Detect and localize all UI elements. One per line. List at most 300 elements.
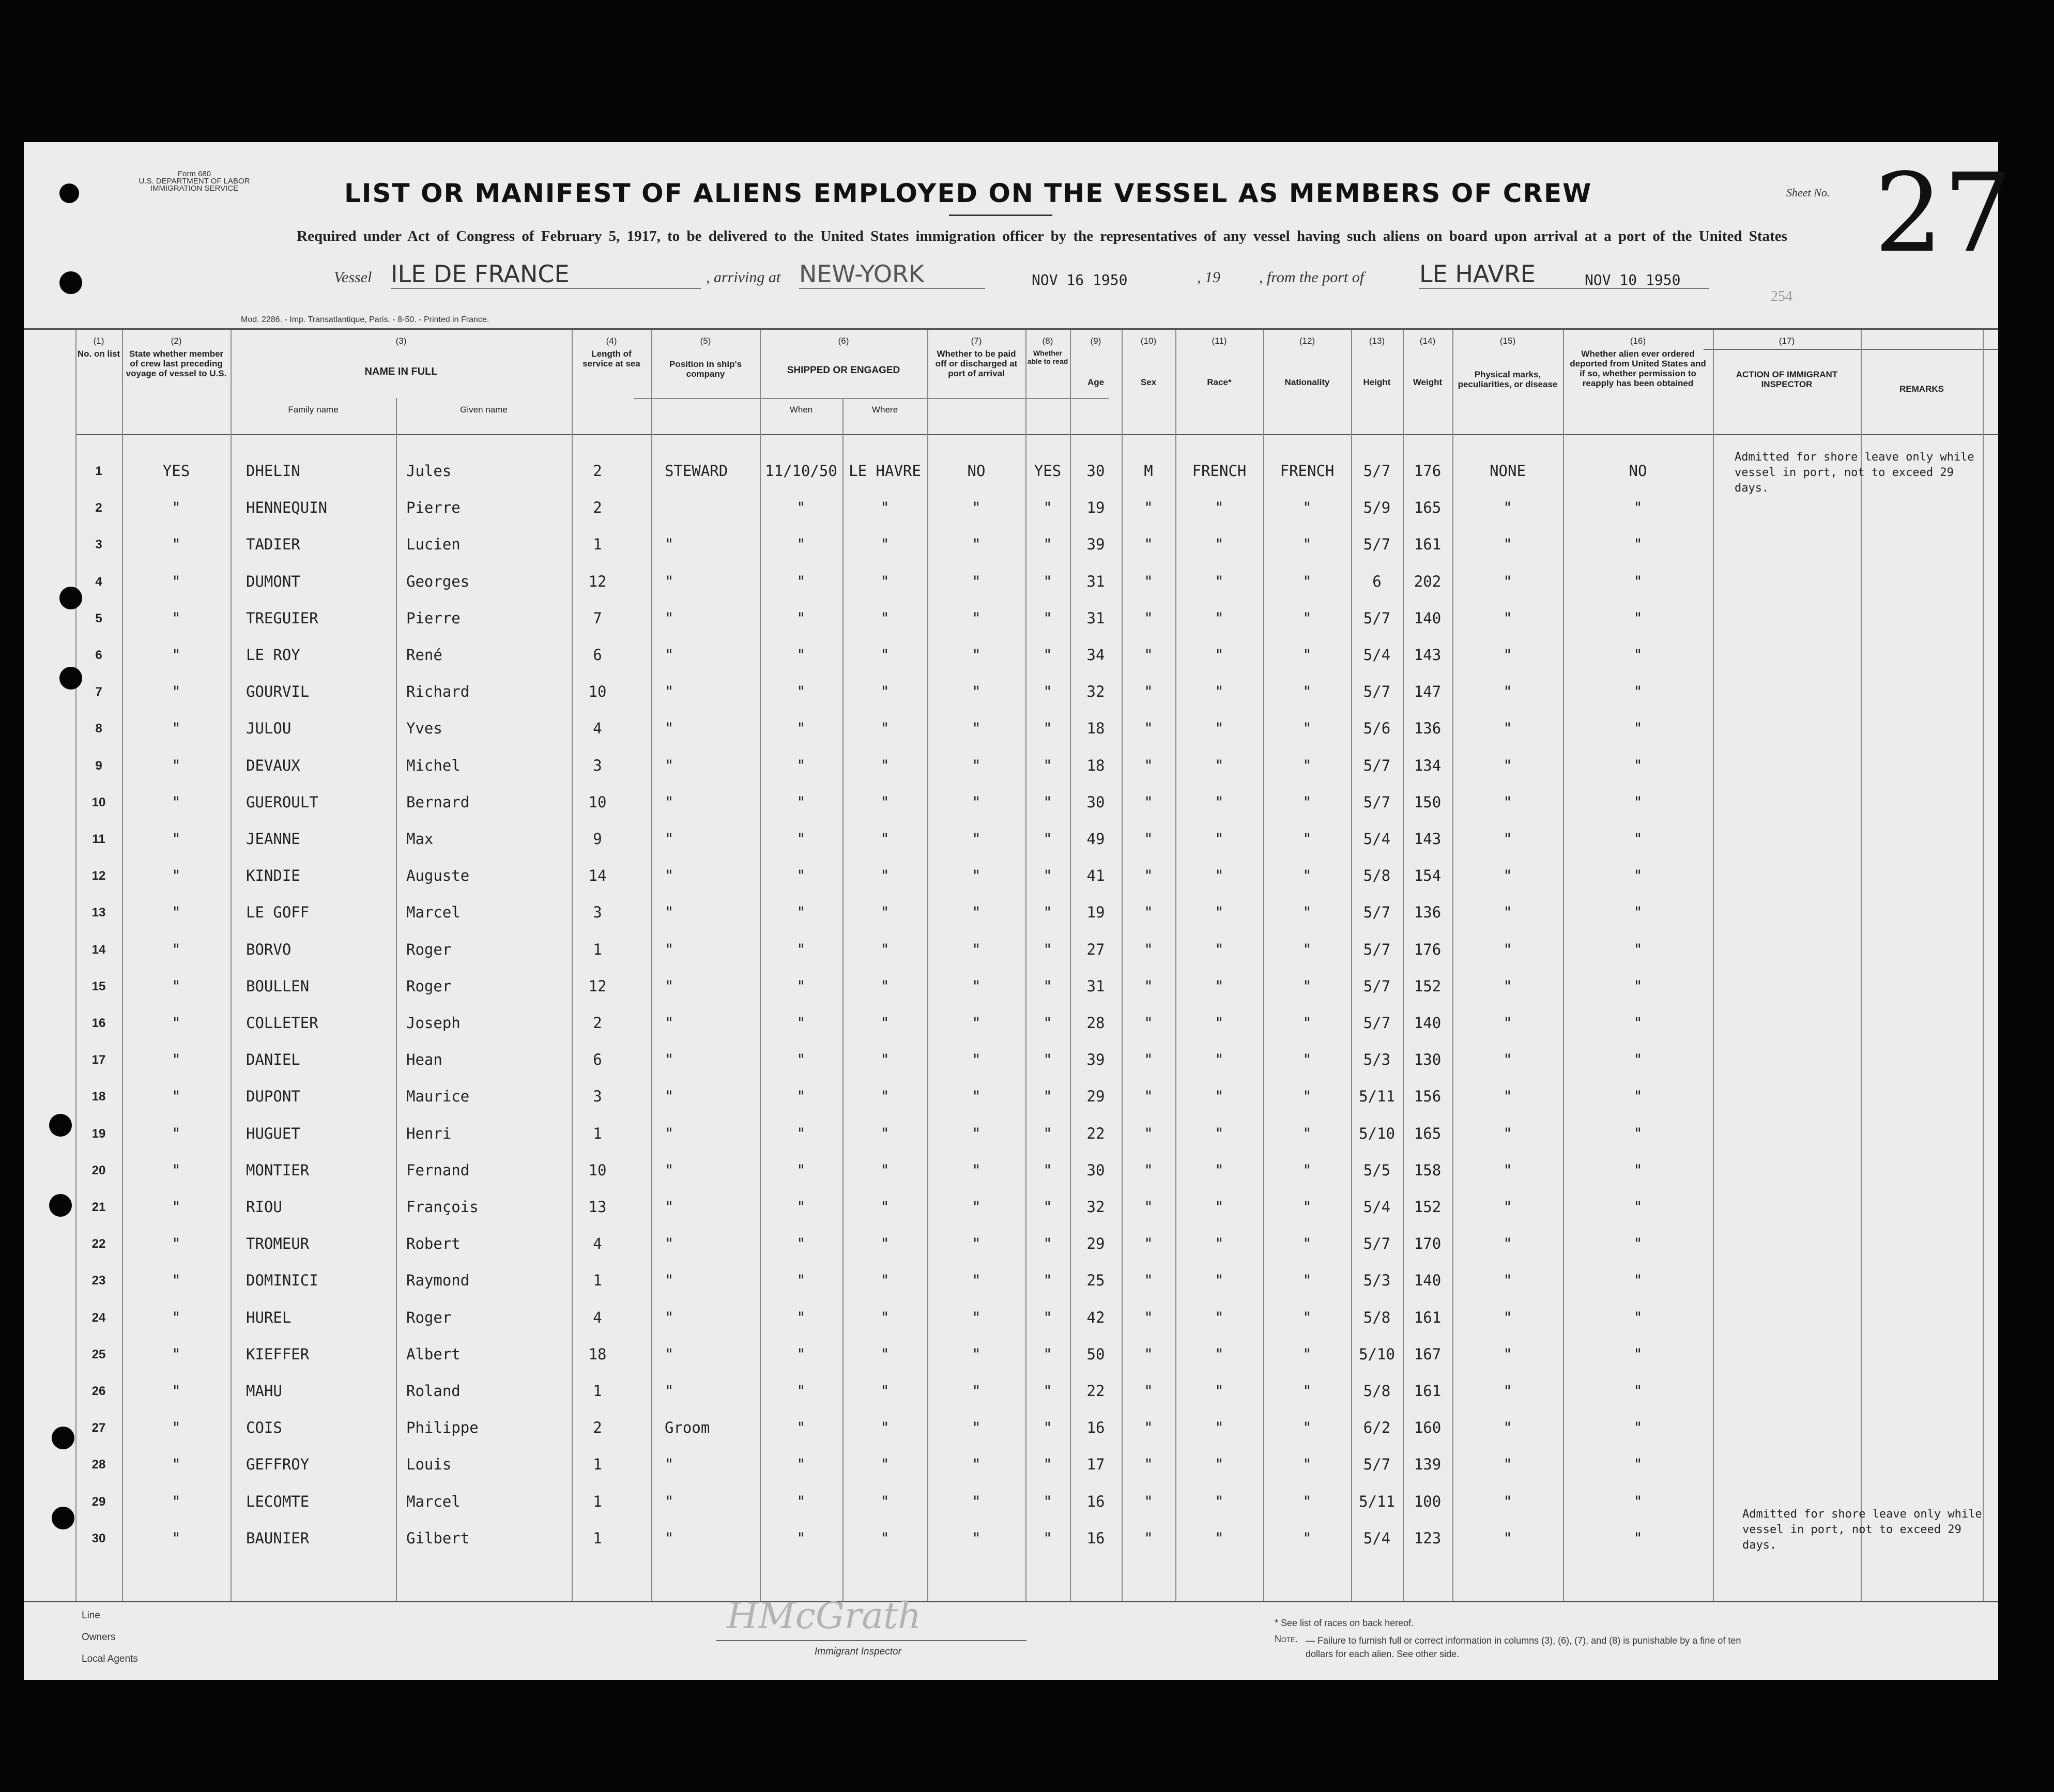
cell-service: 9 [593, 830, 602, 848]
cell-prev: " [172, 1308, 181, 1326]
cell-where: " [880, 1161, 890, 1179]
cell-height: 5/7 [1363, 462, 1391, 480]
year-label: , 19 [1197, 269, 1220, 286]
row-number: 4 [95, 574, 102, 589]
cell-when: " [796, 499, 806, 517]
cell-age: 50 [1086, 1345, 1105, 1363]
cell-weight: 136 [1414, 903, 1442, 922]
cell-where: " [880, 1235, 890, 1253]
col-9-heading: Age [1087, 377, 1105, 387]
cell-race: FRENCH [1192, 462, 1247, 480]
cell-read: " [1043, 756, 1052, 774]
cell-position: Groom [665, 1419, 710, 1437]
cell-deported: " [1633, 830, 1643, 848]
cell-service: 14 [588, 867, 607, 885]
cell-weight: 139 [1414, 1456, 1442, 1474]
cell-given: Marcel [406, 903, 461, 922]
cell-family: DANIEL [246, 1051, 300, 1069]
cell-age: 49 [1086, 830, 1105, 848]
cell-sex: " [1144, 609, 1153, 627]
action-note-bottom: Admitted for shore leave only while vessel in port, not to exceed 29 days. [1742, 1508, 1982, 1552]
cell-family: LE ROY [246, 646, 300, 664]
row-number: 26 [91, 1384, 106, 1398]
cell-deported: " [1633, 1492, 1643, 1510]
arrival-date-stamp: NOV 16 1950 [1032, 271, 1128, 288]
cell-nat: " [1302, 1124, 1312, 1142]
cell-read: " [1043, 1014, 1052, 1032]
cell-age: 19 [1086, 499, 1105, 517]
cell-read: " [1043, 572, 1052, 590]
cell-family: LECOMTE [246, 1492, 310, 1510]
cell-given: René [406, 646, 442, 664]
col-16-num: (16) [1630, 336, 1646, 346]
cell-height: 5/8 [1363, 1308, 1391, 1326]
cell-race: " [1215, 1198, 1224, 1216]
cell-weight: 156 [1414, 1088, 1442, 1106]
table-row [24, 1264, 1998, 1301]
col-10-heading: Sex [1140, 377, 1157, 387]
cell-paid: " [972, 1014, 981, 1032]
cell-read: " [1043, 1529, 1052, 1547]
col-6-heading: SHIPPED OR ENGAGED [787, 365, 900, 376]
cell-read: " [1043, 1456, 1052, 1474]
table-row [24, 528, 1998, 565]
cell-race: " [1215, 1492, 1224, 1510]
cell-service: 12 [588, 977, 607, 995]
cell-deported: " [1633, 1088, 1643, 1106]
cell-given: Roland [406, 1382, 461, 1400]
inspector-signature: HMcGrath [727, 1595, 922, 1637]
cell-weight: 143 [1414, 830, 1442, 848]
cell-age: 29 [1086, 1235, 1105, 1253]
cell-paid: " [972, 1272, 981, 1290]
cell-age: 32 [1086, 1198, 1105, 1216]
cell-weight: 154 [1414, 867, 1442, 885]
cell-weight: 147 [1414, 683, 1442, 701]
cell-weight: 161 [1414, 535, 1442, 554]
cell-given: Fernand [406, 1161, 470, 1179]
row-number: 14 [91, 942, 106, 957]
table-row [24, 1191, 1998, 1228]
cell-deported: " [1633, 1051, 1643, 1069]
cell-sex: " [1144, 719, 1153, 738]
cell-family: DHELIN [246, 462, 300, 480]
row-number: 3 [95, 538, 102, 552]
cell-nat: " [1302, 1308, 1312, 1326]
cell-weight: 136 [1414, 719, 1442, 738]
document-subtitle: Required under Act of Congress of February 5, 1917, to be delivered to the United States immigration officer by the representatives of any vessel having such aliens on board upon arrival at a port of the United States [297, 228, 1787, 244]
cell-race: " [1215, 719, 1224, 738]
row-number: 17 [91, 1053, 106, 1067]
cell-position: " [665, 1345, 674, 1363]
cell-age: 30 [1086, 793, 1105, 811]
cell-service: 6 [593, 1051, 602, 1069]
col-8-heading: Whether able to read [1027, 349, 1068, 365]
cell-where: " [880, 1198, 890, 1216]
cell-given: Robert [406, 1235, 461, 1253]
cell-service: 10 [588, 683, 607, 701]
row-number: 8 [95, 722, 102, 736]
cell-family: TREGUIER [246, 609, 318, 627]
cell-where: " [880, 867, 890, 885]
cell-marks: " [1503, 867, 1512, 885]
cell-age: 16 [1086, 1419, 1105, 1437]
cell-family: BORVO [246, 940, 292, 958]
cell-height: 6 [1372, 572, 1382, 590]
cell-race: " [1215, 756, 1224, 774]
cell-prev: " [172, 499, 181, 517]
cell-age: 42 [1086, 1308, 1105, 1326]
cell-weight: 165 [1414, 1124, 1442, 1142]
cell-prev: YES [162, 462, 190, 480]
cell-weight: 165 [1414, 499, 1442, 517]
cell-family: JEANNE [246, 830, 300, 848]
cell-service: 18 [588, 1345, 607, 1363]
col-14-heading: Weight [1413, 377, 1443, 387]
cell-service: 2 [593, 462, 602, 480]
col-11-num: (11) [1212, 336, 1227, 346]
cell-read: " [1043, 499, 1052, 517]
table-row [24, 676, 1998, 712]
cell-family: DUMONT [246, 572, 300, 590]
cell-deported: NO [1629, 462, 1647, 480]
cell-age: 28 [1086, 1014, 1105, 1032]
col-12-heading: Nationality [1284, 377, 1330, 387]
cell-height: 5/7 [1363, 977, 1391, 995]
cell-sex: " [1144, 646, 1153, 664]
cell-height: 5/7 [1363, 940, 1391, 958]
row-number: 21 [91, 1200, 106, 1214]
cell-weight: 150 [1414, 793, 1442, 811]
table-row [24, 896, 1998, 933]
cell-age: 22 [1086, 1124, 1105, 1142]
cell-marks: " [1503, 1088, 1512, 1106]
table-row [24, 602, 1998, 639]
cell-position: " [665, 1161, 674, 1179]
col-1-num: (1) [93, 336, 104, 346]
cell-marks: " [1503, 1308, 1512, 1326]
cell-weight: 143 [1414, 646, 1442, 664]
cell-family: KINDIE [246, 867, 300, 885]
cell-where: " [880, 1456, 890, 1474]
cell-when: " [796, 867, 806, 885]
cell-service: 1 [593, 940, 602, 958]
cell-service: 4 [593, 719, 602, 738]
cell-when: " [796, 1014, 806, 1032]
cell-service: 7 [593, 609, 602, 627]
cell-deported: " [1633, 646, 1643, 664]
cell-when: " [796, 1492, 806, 1510]
cell-weight: 140 [1414, 609, 1442, 627]
cell-paid: " [972, 977, 981, 995]
cell-where: " [880, 1272, 890, 1290]
cell-sex: " [1144, 535, 1153, 554]
punch-hole [59, 183, 79, 203]
cell-height: 6/2 [1363, 1419, 1391, 1437]
cell-deported: " [1633, 1345, 1643, 1363]
cell-race: " [1215, 830, 1224, 848]
cell-height: 5/7 [1363, 609, 1391, 627]
cell-position: " [665, 1235, 674, 1253]
cell-sex: " [1144, 1345, 1153, 1363]
cell-age: 18 [1086, 756, 1105, 774]
cell-family: COLLETER [246, 1014, 318, 1032]
table-row [24, 1007, 1998, 1044]
cell-deported: " [1633, 572, 1643, 590]
cell-paid: " [972, 1088, 981, 1106]
cell-position: " [665, 756, 674, 774]
cell-age: 41 [1086, 867, 1105, 885]
cell-paid: " [972, 1161, 981, 1179]
row-number: 25 [91, 1347, 106, 1361]
cell-marks: " [1503, 1014, 1512, 1032]
cell-given: Yves [406, 719, 442, 738]
cell-sex: " [1144, 1382, 1153, 1400]
cell-height: 5/11 [1359, 1088, 1395, 1106]
cell-nat: " [1302, 867, 1312, 885]
signature-line [716, 1640, 1026, 1641]
cell-age: 29 [1086, 1088, 1105, 1106]
cell-sex: " [1144, 830, 1153, 848]
cell-family: KIEFFER [246, 1345, 310, 1363]
col-13-num: (13) [1369, 336, 1385, 346]
cell-read: " [1043, 1235, 1052, 1253]
cell-given: Albert [406, 1345, 461, 1363]
cell-family: MONTIER [246, 1161, 310, 1179]
cell-sex: " [1144, 572, 1153, 590]
cell-marks: " [1503, 1198, 1512, 1216]
cell-paid: " [972, 1492, 981, 1510]
row-number: 24 [91, 1310, 106, 1325]
cell-family: RIOU [246, 1198, 282, 1216]
row-number: 18 [91, 1090, 106, 1104]
cell-age: 34 [1086, 646, 1105, 664]
cell-sex: " [1144, 1529, 1153, 1547]
table-row [24, 1485, 1998, 1522]
cell-paid: " [972, 1419, 981, 1437]
cell-service: 3 [593, 903, 602, 922]
cell-weight: 202 [1414, 572, 1442, 590]
departure-port: LE HAVRE [1419, 260, 1709, 289]
cell-read: " [1043, 609, 1052, 627]
cell-deported: " [1633, 1198, 1643, 1216]
cell-nat: " [1302, 1051, 1312, 1069]
table-row [24, 1375, 1998, 1412]
cell-family: JULOU [246, 719, 292, 738]
cell-nat: " [1302, 1088, 1312, 1106]
cell-paid: " [972, 830, 981, 848]
cell-marks: " [1503, 1124, 1512, 1142]
col-17-num: (17) [1779, 336, 1795, 346]
cell-service: 1 [593, 1492, 602, 1510]
cell-given: Roger [406, 940, 452, 958]
cell-position: " [665, 572, 674, 590]
cell-when: 11/10/50 [765, 462, 837, 480]
cell-nat: " [1302, 535, 1312, 554]
row-number: 5 [95, 611, 102, 625]
cell-race: " [1215, 609, 1224, 627]
cell-marks: " [1503, 1272, 1512, 1290]
cell-race: " [1215, 535, 1224, 554]
cell-family: DOMINICI [246, 1272, 318, 1290]
cell-paid: " [972, 1198, 981, 1216]
row-number: 12 [91, 869, 106, 883]
cell-height: 5/10 [1359, 1345, 1395, 1363]
table-row [24, 492, 1998, 528]
form-identifier [119, 171, 269, 192]
cell-service: 2 [593, 1419, 602, 1437]
cell-nat: " [1302, 1419, 1312, 1437]
cell-nat: " [1302, 830, 1312, 848]
cell-position: " [665, 1272, 674, 1290]
table-row [24, 1412, 1998, 1448]
cell-position: " [665, 1198, 674, 1216]
row-number: 20 [91, 1163, 106, 1177]
cell-paid: " [972, 1382, 981, 1400]
cell-nat: " [1302, 1456, 1312, 1474]
cell-race: " [1215, 499, 1224, 517]
cell-when: " [796, 609, 806, 627]
cell-service: 12 [588, 572, 607, 590]
row-number: 6 [95, 648, 102, 662]
cell-marks: " [1503, 793, 1512, 811]
cell-race: " [1215, 867, 1224, 885]
form-number: Form 680 [177, 170, 211, 178]
footer-owners-label: Owners [82, 1632, 116, 1643]
col-15-heading: Physical marks, peculiarities, or disease [1458, 370, 1558, 389]
cell-height: 5/11 [1359, 1492, 1395, 1510]
table-row [24, 1080, 1998, 1117]
cell-position: " [665, 830, 674, 848]
cell-weight: 123 [1414, 1529, 1442, 1547]
cell-where: " [880, 646, 890, 664]
cell-paid: " [972, 535, 981, 554]
cell-weight: 176 [1414, 462, 1442, 480]
cell-position: " [665, 1382, 674, 1400]
cell-height: 5/4 [1363, 1198, 1391, 1216]
cell-age: 18 [1086, 719, 1105, 738]
cell-service: 10 [588, 793, 607, 811]
cell-sex: " [1144, 1014, 1153, 1032]
cell-deported: " [1633, 1456, 1643, 1474]
cell-given: Philippe [406, 1419, 479, 1437]
title-underline [949, 215, 1052, 216]
row-number: 1 [95, 464, 102, 478]
col-15-num: (15) [1499, 336, 1516, 346]
cell-read: " [1043, 830, 1052, 848]
table-row [24, 1301, 1998, 1338]
cell-height: 5/7 [1363, 1456, 1391, 1474]
cell-weight: 140 [1414, 1014, 1442, 1032]
cell-race: " [1215, 1529, 1224, 1547]
cell-marks: " [1503, 1456, 1512, 1474]
cell-when: " [796, 1161, 806, 1179]
table-row [24, 1522, 1998, 1559]
cell-height: 5/6 [1363, 719, 1391, 738]
cell-when: " [796, 756, 806, 774]
cell-where: " [880, 1088, 890, 1106]
punch-hole [49, 1194, 72, 1217]
col-4-heading: Length of service at sea [583, 349, 640, 369]
cell-service: 2 [593, 499, 602, 517]
row-number: 23 [91, 1274, 106, 1288]
cell-prev: " [172, 793, 181, 811]
cell-sex: " [1144, 903, 1153, 922]
punch-hole [49, 1114, 72, 1137]
cell-deported: " [1633, 903, 1643, 922]
cell-race: " [1215, 1051, 1224, 1069]
arriving-port: NEW-YORK [799, 260, 985, 289]
cell-family: HUGUET [246, 1124, 300, 1142]
cell-when: " [796, 1235, 806, 1253]
col-8-num: (8) [1042, 336, 1053, 346]
row-number: 30 [91, 1531, 106, 1545]
cell-race: " [1215, 1456, 1224, 1474]
table-row [24, 1117, 1998, 1154]
table-row [24, 860, 1998, 896]
cell-race: " [1215, 683, 1224, 701]
cell-marks: " [1503, 572, 1512, 590]
manifest-sheet [24, 142, 2013, 1680]
col-5-heading: Position in ship's company [669, 359, 742, 379]
form-service: IMMIGRATION SERVICE [150, 184, 239, 193]
cell-nat: " [1302, 499, 1312, 517]
cell-prev: " [172, 683, 181, 701]
cell-given: François [406, 1198, 479, 1216]
cell-deported: " [1633, 719, 1643, 738]
cell-paid: " [972, 1124, 981, 1142]
cell-service: 1 [593, 1529, 602, 1547]
cell-paid: " [972, 940, 981, 958]
col-14-num: (14) [1419, 336, 1436, 346]
cell-height: 5/7 [1363, 535, 1391, 554]
col-7-num: (7) [971, 336, 982, 346]
cell-deported: " [1633, 683, 1643, 701]
cell-given: Henri [406, 1124, 452, 1142]
cell-age: 17 [1086, 1456, 1105, 1474]
cell-when: " [796, 1382, 806, 1400]
cell-marks: " [1503, 977, 1512, 995]
cell-position: " [665, 1492, 674, 1510]
cell-given: Maurice [406, 1088, 470, 1106]
footer-local-agents-label: Local Agents [82, 1653, 138, 1664]
cell-weight: 176 [1414, 940, 1442, 958]
col-11-heading: Race* [1207, 377, 1232, 387]
row-number: 2 [95, 501, 102, 515]
cell-when: " [796, 1529, 806, 1547]
cell-prev: " [172, 535, 181, 554]
cell-sex: " [1144, 756, 1153, 774]
col-16-heading: Whether alien ever ordered deported from United States and if so, whether permission to reapply has been obtained [1570, 349, 1706, 388]
cell-read: " [1043, 940, 1052, 958]
cell-given: Georges [406, 572, 470, 590]
cell-prev: " [172, 756, 181, 774]
table-row [24, 639, 1998, 676]
cell-when: " [796, 1272, 806, 1290]
cell-where: " [880, 719, 890, 738]
col-9-num: (9) [1090, 336, 1101, 346]
cell-given: Pierre [406, 499, 461, 517]
col-7-heading: Whether to be paid off or discharged at port of arrival [935, 349, 1018, 378]
cell-given: Joseph [406, 1014, 461, 1032]
cell-nat: " [1302, 977, 1312, 995]
cell-sex: " [1144, 1456, 1153, 1474]
cell-prev: " [172, 1235, 181, 1253]
cell-marks: " [1503, 1492, 1512, 1510]
cell-marks: " [1503, 1419, 1512, 1437]
cell-when: " [796, 683, 806, 701]
cell-when: " [796, 793, 806, 811]
